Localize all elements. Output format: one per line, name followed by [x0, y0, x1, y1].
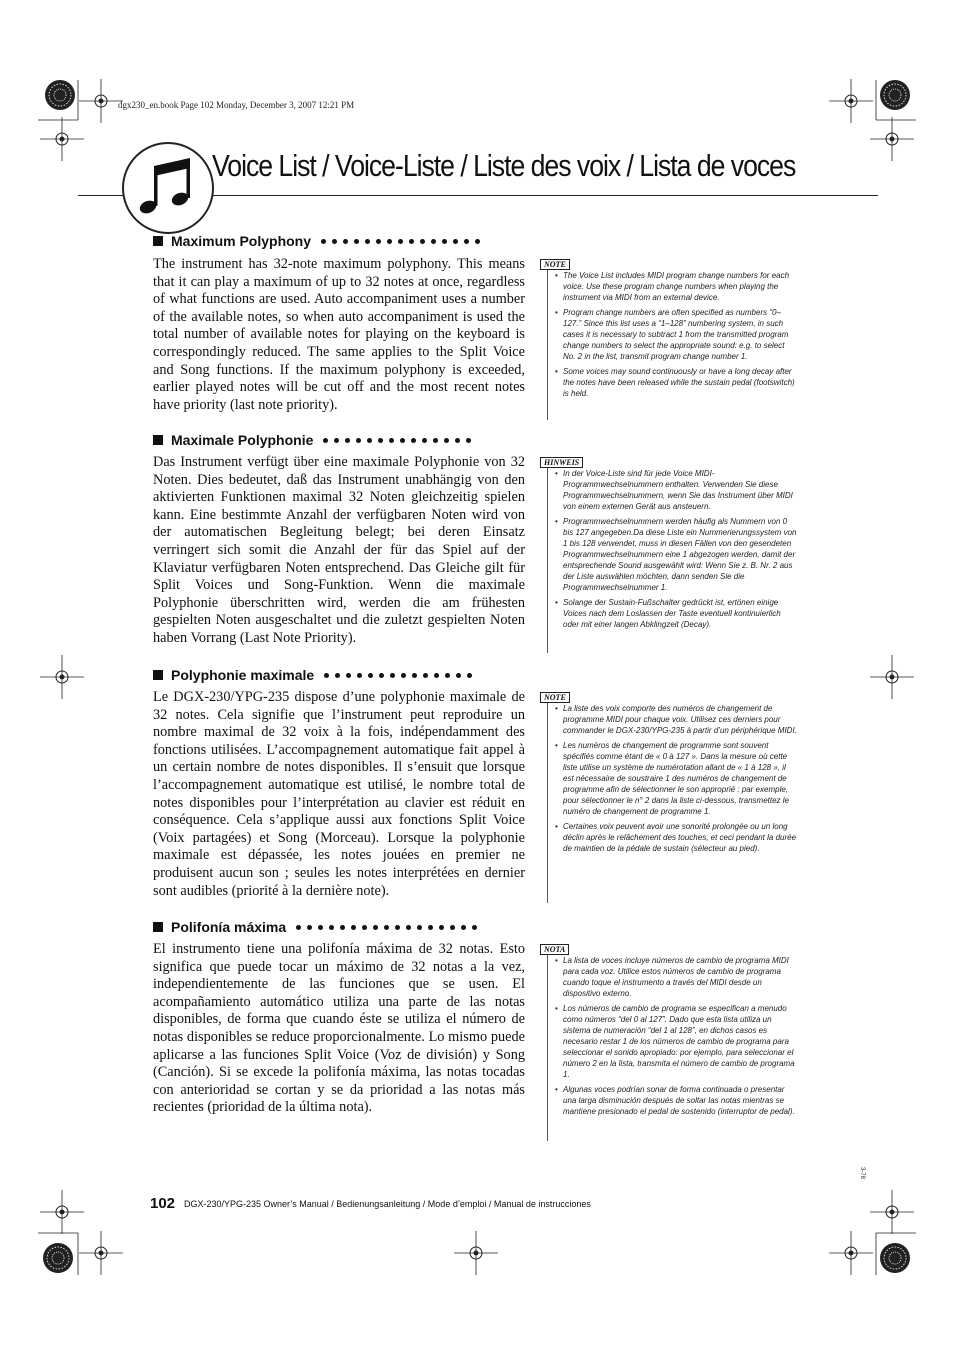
note-box-german — [547, 468, 798, 653]
page-title: Voice List / Voice-Liste / Liste des voix / Lista de voces — [212, 148, 796, 183]
note-box-spanish — [547, 955, 798, 1141]
manual-title: DGX-230/YPG-235 Owner’s Manual / Bedienungsanleitung / Mode d’emploi / Manual de instrucciones — [184, 1199, 591, 1209]
page-number: 102 — [150, 1195, 176, 1212]
section-heading-maximale-polyphonie: Maximale Polyphonie — [153, 432, 471, 448]
note-label: HINWEIS — [540, 457, 583, 468]
note-item: • Los números de cambio de programa se especifican a menudo como números “del 0 al 127”. Dado que esta lista utiliza un sistema de numeración “del 1 al 128”, en dichos casos es necesario restar 1 de los números de cambio de programa para seleccionar el sonido apropiado: por ejemplo, para seleccionar el número 2 en la lista, transmita el número de cambio de programa 1. — [556, 1003, 798, 1080]
section-heading-maximum-polyphony: Maximum Polyphony — [153, 233, 480, 249]
section-body-spanish: El instrumento tiene una polifonía máxima de 32 notas. Esto significa que puede tocar un máximo de 32 notas a la vez, independientemente de las funciones que se usen. El acompañamiento automático utiliza una parte de las notas disponibles, de forma que cuando éste se utiliza el número de notas disponibles se reduce proporcionalmente. Lo mismo puede aplicarse a las funciones Split Voice (Voz de división) y Song (Canción). Si se excede la polifonía máxima, las notas tocadas con anterioridad se cortan y se da prioridad a las notas más recientes (prioridad de la última nota). — [153, 941, 525, 1116]
dot-leader — [315, 239, 480, 244]
note-item: • Program change numbers are often specified as numbers “0–127.” Since this list uses a “1–128” numbering system, in such cases it is necessary to subtract 1 from the transmitted program change numbers to select the appropriate sound: e.g. to select No. 2 in the list, transmit program change number 1. — [556, 307, 798, 362]
note-list — [548, 270, 798, 399]
dot-leader — [317, 438, 471, 443]
note-box-english — [547, 270, 798, 420]
dot-leader — [290, 925, 477, 930]
logo-badge — [122, 142, 214, 234]
dot-leader — [318, 673, 472, 678]
music-note-icon — [124, 144, 212, 232]
note-list — [548, 703, 798, 854]
note-item: • La liste des voix comporte des numéros de changement de programme MIDI pour chaque voix. Utilisez ces derniers pour commander le DGX-230/YPG-235 à partir d’un périphérique MIDI. — [556, 703, 798, 736]
section-body-french: Le DGX-230/YPG-235 dispose d’une polyphonie maximale de 32 notes. Cela signifie que l’instrument peut reproduire un nombre maximal de 32 voix à la fois, indépendamment des fonctions utilisées. L’accompagnement automatique fait appel à un certain nombre de notes disponibles. Il s’ensuit que lorsque l’accompagnement automatique est utilisé, le nombre total de notes disponibles pour l’interprétation au clavier est réduit en conséquence. Cela s’applique aussi aux fonctions Split Voice (Voix partagées) et Song (Morceau). Lorsque la polyphonie maximale est dépassée, les notes jouées en premier ne produisent aucun son ; seules les notes interprétées en dernier sont audibles (priorité à la dernière note). — [153, 689, 525, 899]
note-list — [548, 955, 798, 1117]
note-item: • La lista de voces incluye números de cambio de programa MIDI para cada voz. Utilice estos números de cambio de programa cuando toque el instrumento a través del MIDI desde un dispositivo externo. — [556, 955, 798, 999]
note-item: • Les numéros de changement de programme sont souvent spécifiés comme étant de « 0 à 127 ». Dans la mesure où cette liste utilise un système de numérotation allant de « 1 à 128 », il est nécessaire de soustraire 1 des numéros de changement de programme afin de sélectionner le son approprié : par exemple, pour sélectionner le n° 2 dans la liste ci-dessous, transmettez le numéro de changement de programme 1. — [556, 740, 798, 817]
note-item: • Programmwechselnummern werden häufig als Nummern von 0 bis 127 angegeben.Da diese Liste ein Nummerierungssystem von 1 bis 128 verwendet, muss in diesen Fällen von den gesendeten Programmwechselnummern eine 1 abgezogen werden, damit der entsprechende Sound ausgewählt wird: Wenn Sie z. B. Nr. 2 aus der Liste auswählen möchten, dann senden Sie die Programmwechselnummer 1. — [556, 516, 798, 593]
note-item: • Some voices may sound continuously or have a long decay after the notes have been released while the sustain pedal (footswitch) is held. — [556, 366, 798, 399]
note-label: NOTE — [540, 692, 570, 703]
square-bullet-icon — [153, 236, 163, 246]
note-item: • Solange der Sustain-Fußschalter gedrückt ist, ertönen einige Voices nach dem Loslassen der Taste eventuell kontinuierlich oder mit einer langen Abklingzeit (Decay). — [556, 597, 798, 630]
note-item: • The Voice List includes MIDI program change numbers for each voice. Use these program change numbers when playing the instrument via MIDI from an external device. — [556, 270, 798, 303]
print-header: dgx230_en.book Page 102 Monday, December 3, 2007 12:21 PM — [118, 100, 355, 110]
square-bullet-icon — [153, 670, 163, 680]
side-code: 3-78 — [859, 1166, 866, 1180]
note-box-french — [547, 703, 798, 903]
section-heading-polifonia-maxima: Polifonía máxima — [153, 919, 477, 935]
note-label: NOTA — [540, 944, 569, 955]
note-item: • Algunas voces podrían sonar de forma continuada o presentar una larga disminución después de soltar las notas mientras se mantiene presionado el pedal de sostenido (interruptor de pedal). — [556, 1084, 798, 1117]
note-list — [548, 468, 798, 630]
section-body-english: The instrument has 32-note maximum polyphony. This means that it can play a maximum of up to 32 notes at once, regardless of what functions are used. Auto accompaniment uses a number of the available notes, so when auto accompaniment is used the total number of available notes for playing on the keyboard is correspondingly reduced. The same applies to the Split Voice and Song functions. If the maximum polyphony is exceeded, earlier played notes will be cut off and the most recent notes have priority (last note priority). — [153, 256, 525, 413]
square-bullet-icon — [153, 922, 163, 932]
section-body-german: Das Instrument verfügt über eine maximale Polyphonie von 32 Noten. Dies bedeutet, daß das Instrument unabhängig von den aktivierten Funktionen maximal 32 Noten gleichzeitig spielen kann. Eine bestimmte Anzahl der verfügbaren Noten wird von der automatischen Begleitung belegt; bei deren Einsatz verringert sich somit die Anzahl der für das Spiel auf der Klaviatur verfügbaren Noten entsprechend. Das Gleiche gilt für Split Voices und Song-Funktion. Wenn die maximale Polyphonie überschritten wird, werden die am frühesten gespielten Noten ausgeschaltet und die zuletzt gespielten Noten haben Vorrang (Last Note Priority). — [153, 454, 525, 646]
square-bullet-icon — [153, 435, 163, 445]
section-heading-polyphonie-maximale: Polyphonie maximale — [153, 667, 472, 683]
note-item: • Certaines voix peuvent avoir une sonorité prolongée ou un long déclin après le relâchement des touches, et ceci pendant la durée de maintien de la pédale de sustain (sélecteur au pied). — [556, 821, 798, 854]
note-item: • In der Voice-Liste sind für jede Voice MIDI-Programmwechselnummern enthalten. Verwenden Sie diese Programmwechselnummern, wenn Sie das Instrument über MIDI von einem externen Gerät aus ansteuern. — [556, 468, 798, 512]
note-label: NOTE — [540, 259, 570, 270]
